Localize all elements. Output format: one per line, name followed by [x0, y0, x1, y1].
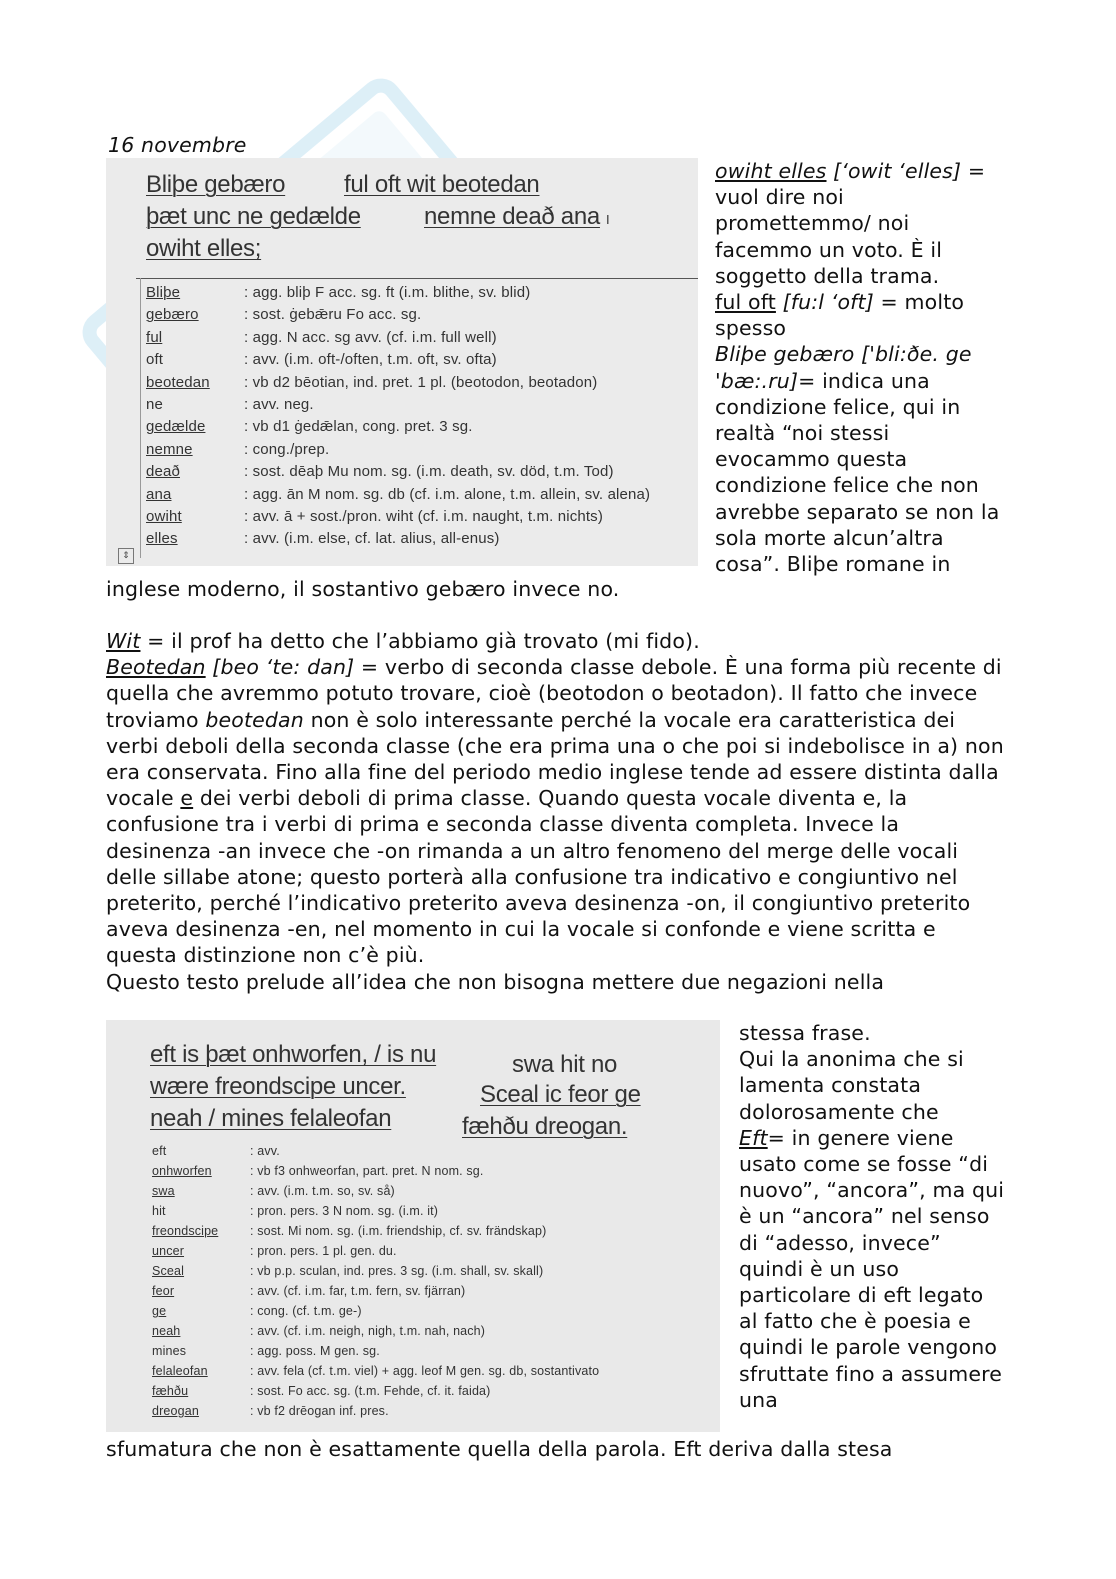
gloss-word: onhworfen	[152, 1164, 212, 1178]
gloss-table	[152, 1138, 712, 1418]
gloss-row	[152, 1138, 712, 1158]
gloss-word: dreogan	[152, 1404, 199, 1418]
gloss-word: Bliþe	[146, 284, 181, 301]
gloss-definition: : agg. bliþ F acc. sg. ft (i.m. blithe, sv. blid)	[244, 284, 531, 301]
gloss-row	[152, 1278, 712, 1298]
gloss-row	[146, 325, 686, 347]
gloss-definition: : pron. pers. 3 N nom. sg. (i.m. it)	[250, 1204, 439, 1218]
gloss-row	[152, 1318, 712, 1338]
para-prelude: Questo testo prelude all’idea che non bisogna mettere due negazioni nella	[106, 969, 885, 994]
gloss-word: mines	[152, 1344, 187, 1358]
gloss-word: hit	[152, 1204, 166, 1218]
divider	[136, 278, 698, 279]
gloss-word: gedælde	[146, 418, 206, 436]
side-notes-2	[739, 1020, 1005, 1413]
verse-line: nemne deað ana I	[424, 203, 610, 230]
body-paragraph: inglese moderno, il sostantivo gebæro invece no.	[106, 577, 620, 601]
gloss-definition: : avv. neg.	[244, 395, 314, 413]
gloss-definition: : sost. Fo acc. sg. (t.m. Fehde, cf. it. faida)	[250, 1384, 491, 1398]
scroll-icon: ⇕	[118, 548, 134, 564]
verse-line: eft is þæt onhworfen, / is nu	[150, 1041, 437, 1068]
gloss-definition: : cong. (cf. t.m. ge-)	[250, 1304, 362, 1318]
gloss-row	[152, 1198, 712, 1218]
gloss-row	[152, 1398, 712, 1418]
gloss-row	[152, 1378, 712, 1398]
gloss-word: freondscipe	[152, 1224, 219, 1238]
date-heading: 16 novembre	[108, 133, 247, 157]
verse-mark: I	[605, 212, 610, 227]
note-anonima: Qui la anonima che si lamenta constata dolorosamente che	[739, 1047, 964, 1124]
gloss-row	[146, 392, 686, 414]
gloss-row	[146, 347, 686, 369]
gloss-word: Sceal	[152, 1264, 185, 1278]
verse-line: Sceal ic feor ge	[480, 1081, 641, 1108]
gloss-definition: : pron. pers. 1 pl. gen. du.	[250, 1244, 397, 1258]
gloss-definition: : avv. ā + sost./pron. wiht (cf. i.m. naught, t.m. nichts)	[244, 507, 603, 525]
gloss-definition: : sost. ġebǣru Fo acc. sg.	[244, 306, 422, 324]
para-beotedan: Beotedan [beo ‘te: dan] = verbo di seconda classe debole. È una forma più recente di quella che avremmo potuto trovare, cioè (beotodon o beotadon). Il fatto che invece troviamo beotedan non è solo interessante perché la vocale era caratteristica dei verbi deboli della seconda classe (che era prima una o che poi si indebolisce in a) non era conservata. Fino alla fine del periodo medio inglese tende ad essere distinta dalla vocale e dei verbi deboli di prima classe. Quando questa vocale diventa e, la confusione tra i verbi di prima e seconda classe diventa completa. Invece la desinenza -an invece che -on rimanda a un altro fenomeno del merge delle vocali delle sillabe atone; questo porterà alla confusione tra indicativo e congiuntivo nel preterito, perché l’indicativo preterito aveva desinenza -on, il congiuntivo preterito aveva desinenza -en, nel momento in cui la vocale si confonde e viene scritta e questa distinzione non c’è più.	[106, 655, 1004, 968]
gloss-row	[152, 1298, 712, 1318]
gloss-definition: : sost. Mi nom. sg. (i.m. friendship, cf. sv. frändskap)	[250, 1224, 547, 1238]
gloss-word: fæhðu	[152, 1384, 189, 1398]
note-blithe-gebaero: Bliþe gebæro ['bli:ðe. ge 'bæ:.ru]= indica una condizione felice, qui in realtà “noi stessi evocammo questa condizione felice che non avrebbe separato se non la sola morte alcun’altra cosa”. Bliþe romane in	[715, 342, 1000, 577]
gloss-row	[152, 1218, 712, 1238]
body-paragraphs	[106, 628, 1006, 995]
gloss-word: nemne	[146, 440, 193, 458]
gloss-figure-1	[106, 158, 698, 566]
gloss-row	[152, 1358, 712, 1378]
gloss-row	[146, 437, 686, 459]
gloss-word: beotedan	[146, 373, 210, 391]
gloss-definition: : avv. (i.m. t.m. so, sv. så)	[250, 1184, 395, 1198]
gloss-word: feor	[152, 1284, 175, 1298]
gloss-definition: : agg. N acc. sg avv. (cf. i.m. full well)	[244, 328, 497, 346]
gloss-definition: : vb p.p. sculan, ind. pres. 3 sg. (i.m. shall, sv. skall)	[250, 1264, 544, 1278]
gloss-word: elles	[146, 530, 178, 548]
gloss-definition: : agg. ān M nom. sg. db (cf. i.m. alone, t.m. allein, sv. alena)	[244, 485, 651, 503]
verse-line: Bliþe gebæro	[146, 171, 286, 198]
note-ful-oft: ful oft [fu:l ‘oft] = molto spesso	[715, 290, 965, 341]
gloss-row	[152, 1178, 712, 1198]
gloss-row	[146, 414, 686, 436]
para-wit: Wit = il prof ha detto che l’abbiamo già trovato (mi fido).	[106, 629, 700, 653]
gloss-word: deað	[146, 463, 180, 481]
gloss-definition: : sost. dēaþ Mu nom. sg. (i.m. death, sv. död, t.m. Tod)	[244, 463, 614, 481]
side-notes-1	[715, 158, 1005, 577]
gloss-definition: : avv. (cf. i.m. far, t.m. fern, sv. fjärran)	[250, 1284, 466, 1298]
verse-line: swa hit no	[512, 1051, 618, 1078]
verse-line: þæt unc ne gedælde	[146, 203, 361, 230]
gloss-word: oft	[146, 351, 164, 369]
gloss-word: ana	[146, 485, 172, 503]
gloss-definition: : agg. poss. M gen. sg.	[250, 1344, 380, 1358]
gloss-definition: : avv. fela (cf. t.m. viel) + agg. leof M gen. sg. db, sostantivato	[250, 1364, 600, 1378]
gloss-table	[146, 280, 686, 549]
verse-line: owiht elles;	[146, 235, 262, 262]
verse-line: ful oft wit beotedan	[344, 171, 540, 198]
gloss-row	[146, 302, 686, 324]
gloss-definition: : vb d2 bēotian, ind. pret. 1 pl. (beotodon, beotadon)	[244, 373, 598, 391]
gloss-row	[146, 482, 686, 504]
note-eft: Eft= in genere viene usato come se fosse “di nuovo”, “ancora”, ma qui è un “ancora” nel senso di “adesso, invece” quindi è un uso particolare di eft legato al fatto che è poesia e quindi le parole vengono sfruttate fino a assumere una	[739, 1125, 1005, 1412]
gloss-word: eft	[152, 1144, 167, 1158]
gloss-row	[152, 1238, 712, 1258]
gloss-word: swa	[152, 1184, 175, 1198]
gloss-definition: : avv. (cf. i.m. neigh, nigh, t.m. nah, nach)	[250, 1324, 486, 1338]
gloss-definition: : vb f3 onhweorfan, part. pret. N nom. sg.	[250, 1164, 484, 1178]
gloss-definition: : avv. (i.m. oft-/often, t.m. oft, sv. ofta)	[244, 351, 497, 369]
note-owiht-elles: owiht elles [‘owit ‘elles] = vuol dire noi promettemmo/ noi facemmo un voto. È il soggetto della trama.	[715, 159, 986, 288]
verse-line: fæhðu dreogan.	[462, 1113, 628, 1140]
gloss-word: ful	[146, 328, 163, 346]
gloss-word: ge	[152, 1304, 167, 1318]
gloss-row	[146, 280, 686, 302]
gloss-row	[152, 1338, 712, 1358]
gloss-definition: : vb f2 drēogan inf. pres.	[250, 1404, 389, 1418]
verse-line: wære freondscipe uncer.	[150, 1073, 406, 1100]
gloss-definition: : avv.	[250, 1144, 280, 1158]
gloss-definition: : avv. (i.m. else, cf. lat. alius, all-enus)	[244, 530, 500, 548]
gloss-row	[146, 504, 686, 526]
divider	[140, 278, 141, 558]
verse-line: neah / mines felaleofan	[150, 1105, 392, 1132]
gloss-word: ne	[146, 395, 163, 413]
gloss-figure-2	[106, 1020, 720, 1432]
gloss-row	[146, 370, 686, 392]
body-paragraph: sfumatura che non è esattamente quella della parola. Eft deriva dalla stesa	[106, 1437, 893, 1461]
gloss-word: neah	[152, 1324, 181, 1338]
note-lead: stessa frase.	[739, 1021, 871, 1045]
gloss-row	[152, 1258, 712, 1278]
gloss-row	[146, 459, 686, 481]
gloss-row	[146, 526, 686, 548]
gloss-row	[152, 1158, 712, 1178]
gloss-word: uncer	[152, 1244, 185, 1258]
gloss-word: gebæro	[146, 306, 199, 324]
gloss-definition: : cong./prep.	[244, 440, 330, 458]
gloss-word: owiht	[146, 507, 182, 525]
gloss-definition: : vb d1 ġedǣlan, cong. pret. 3 sg.	[244, 418, 473, 436]
gloss-word: felaleofan	[152, 1364, 208, 1378]
